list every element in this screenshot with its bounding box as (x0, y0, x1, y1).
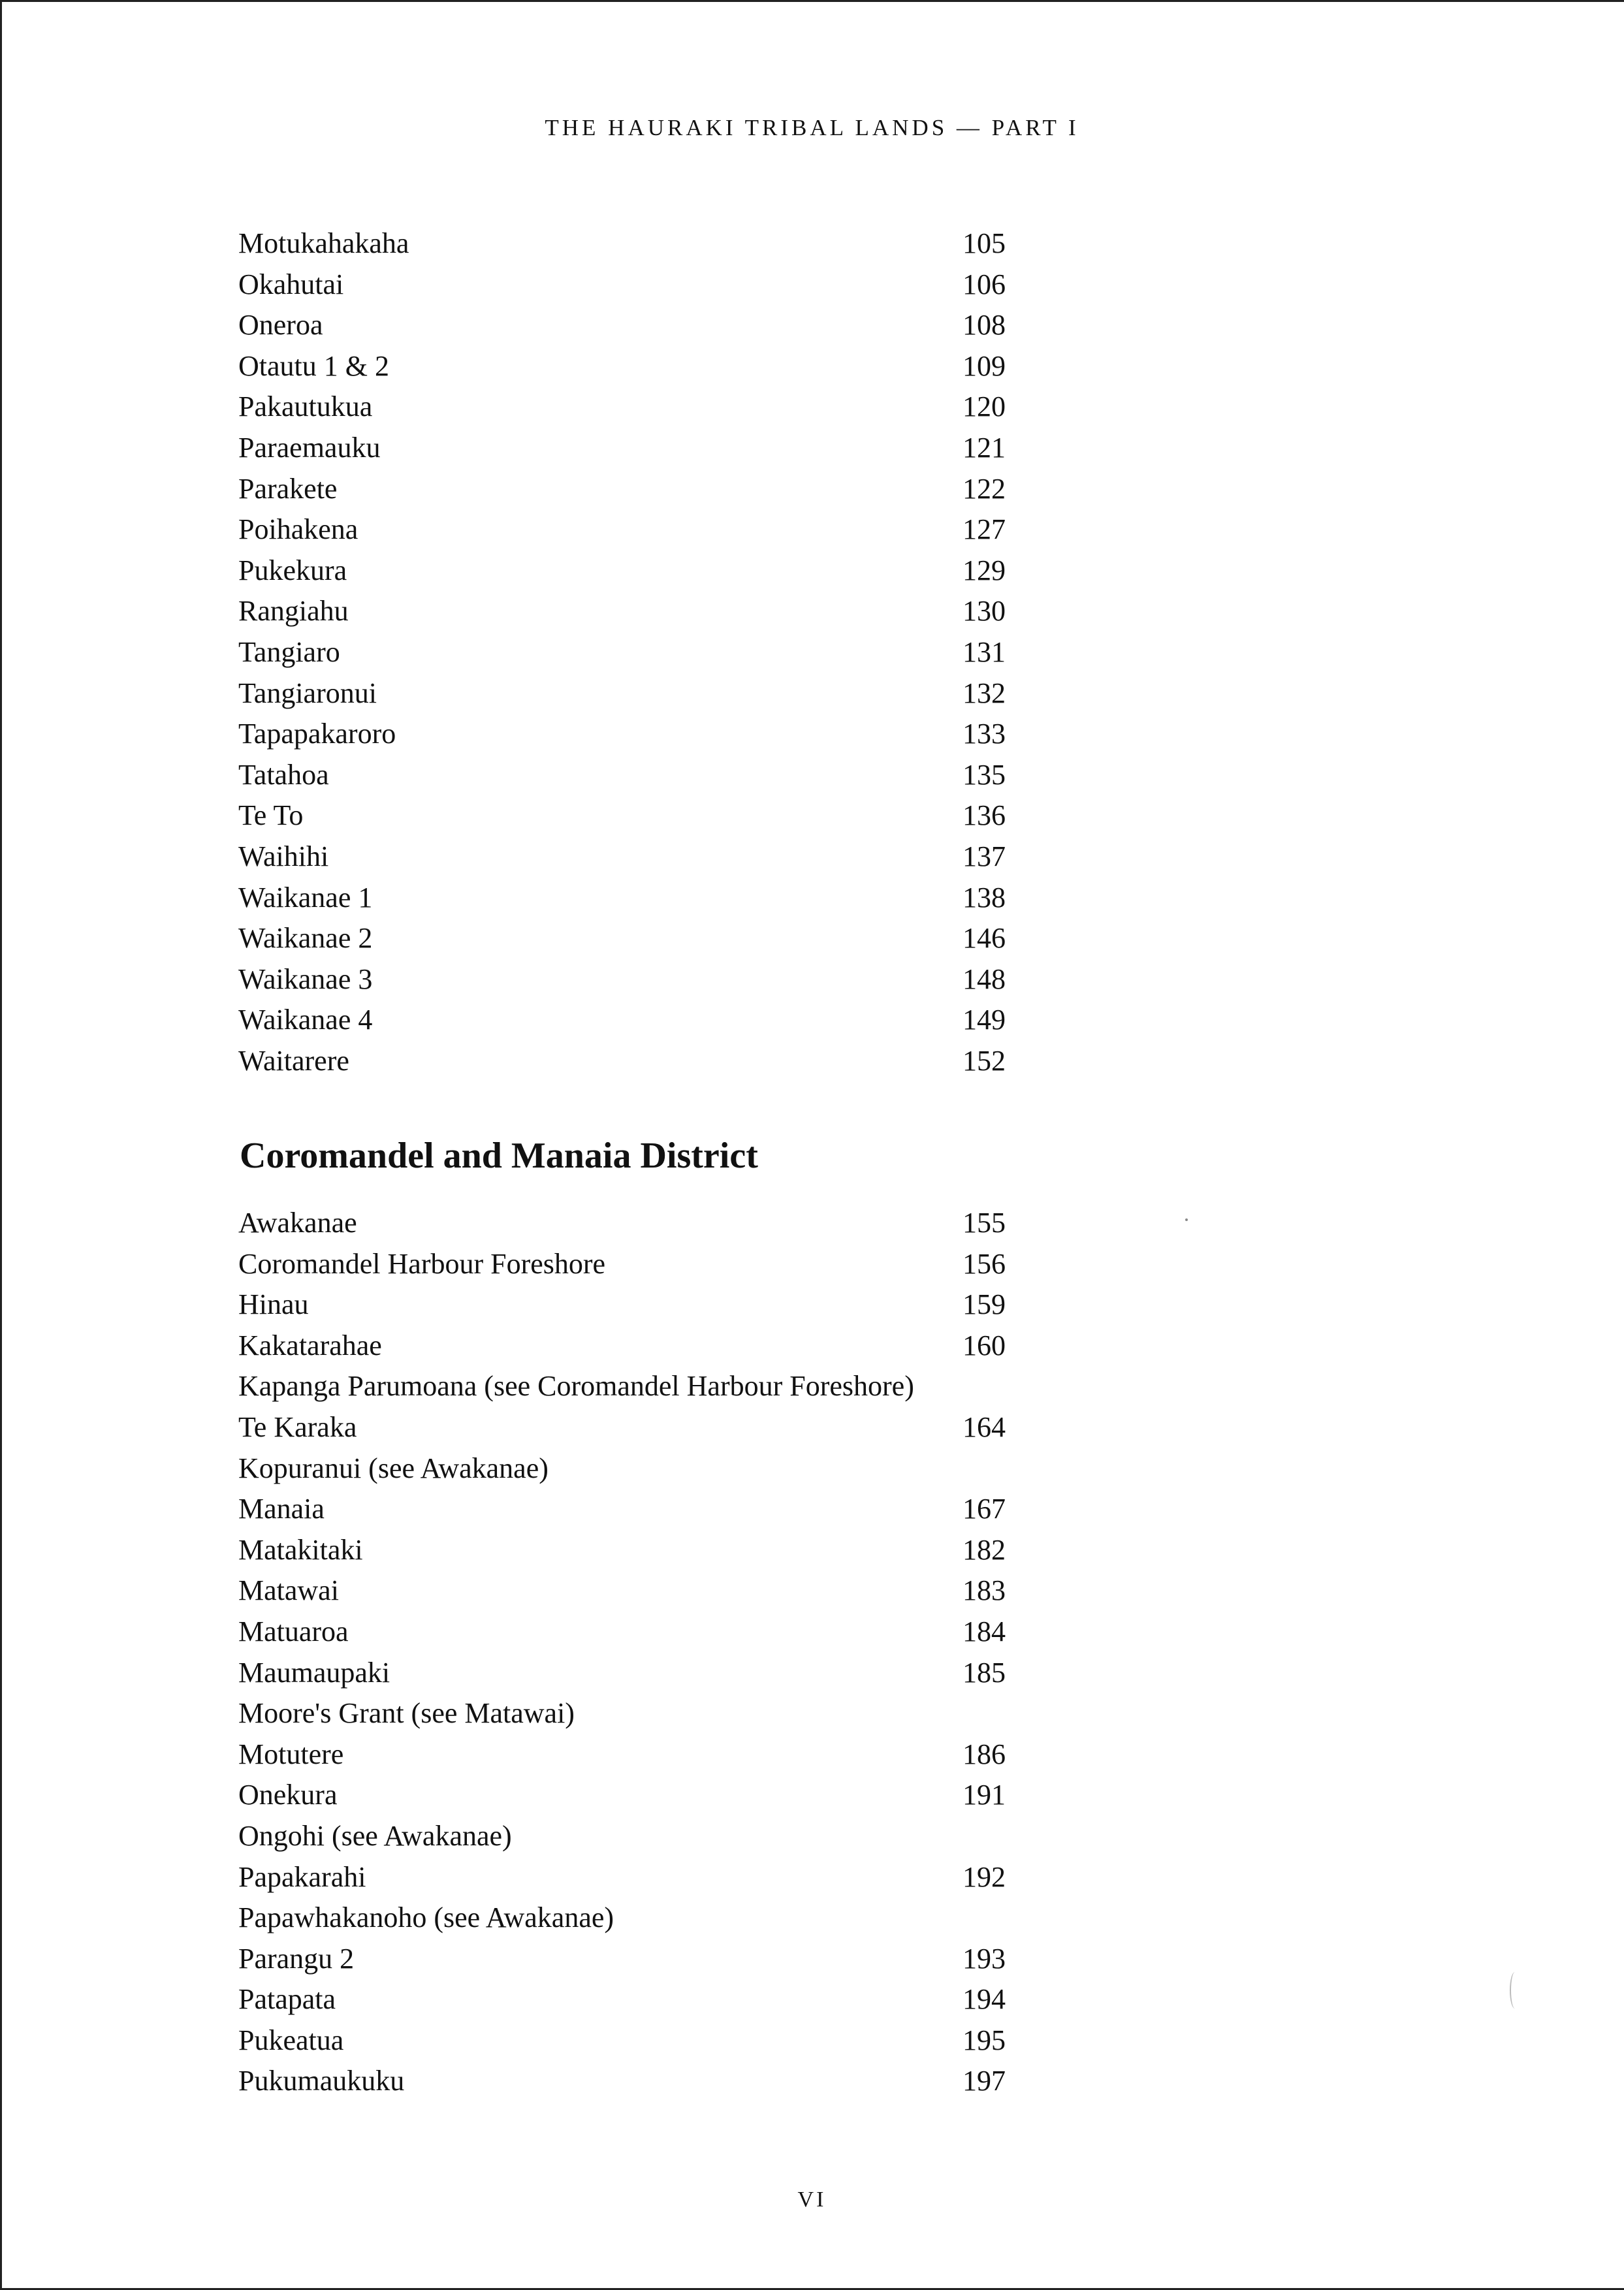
contents-entry (238, 1898, 1006, 1939)
contents-entry (238, 878, 1006, 919)
contents-entry (238, 1570, 1006, 1612)
entry-page-number: 183 (963, 1574, 1006, 1607)
entry-name: Matuaroa (238, 1615, 349, 1647)
contents-entry (238, 836, 1006, 878)
margin-mark (1510, 1972, 1520, 2009)
entry-page-number: 133 (963, 718, 1006, 750)
entry-name: Tapapakaroro (238, 718, 396, 750)
contents-entry (238, 673, 1006, 714)
entry-name: Poihakena (238, 513, 358, 546)
contents-entry (238, 1284, 1006, 1326)
contents-entry (238, 509, 1006, 550)
entry-name: Pukumaukuku (238, 2065, 405, 2097)
entry-name: Motukahakaha (238, 227, 409, 259)
entry-name: Kakatarahae (238, 1329, 382, 1361)
contents-entry (238, 1203, 1006, 1244)
entry-page-number: 152 (963, 1044, 1006, 1077)
entry-page-number: 182 (963, 1533, 1006, 1566)
entry-name: Waikanae 3 (238, 962, 373, 995)
contents-entry (238, 1244, 1006, 1285)
contents-entry (238, 795, 1006, 836)
entry-page-number: 186 (963, 1738, 1006, 1770)
section-heading: Coromandel and Manaia District (240, 1136, 758, 1176)
entry-name: Tangiaronui (238, 676, 377, 709)
entry-name: Pakautukua (238, 390, 373, 423)
contents-entry (238, 550, 1006, 592)
contents-entry (238, 264, 1006, 306)
contents-entry (238, 1041, 1006, 1082)
running-head: THE HAURAKI TRIBAL LANDS — PART I (545, 115, 1079, 140)
contents-entry (238, 1979, 1006, 2020)
entry-page-number: 159 (963, 1288, 1006, 1321)
entry-name: Waihihi (238, 840, 329, 872)
entry-name: Oneroa (238, 309, 323, 342)
entry-name: Te Karaka (238, 1410, 357, 1443)
contents-entry (238, 1939, 1006, 1980)
contents-entry (238, 1693, 1006, 1734)
entry-page-number: 193 (963, 1942, 1006, 1975)
entry-name: Manaia (238, 1493, 325, 1525)
entry-name: Awakanae (238, 1207, 357, 1239)
entry-name: Waikanae 1 (238, 881, 373, 914)
entry-name: Matakitaki (238, 1533, 363, 1566)
entry-page-number: 192 (963, 1860, 1006, 1893)
contents-entry (238, 959, 1006, 1000)
entry-page-number: 191 (963, 1779, 1006, 1811)
entry-name: Kapanga Parumoana (see Coromandel Harbour Foreshore) (238, 1370, 914, 1403)
contents-entry (238, 1612, 1006, 1653)
entry-name: Maumaupaki (238, 1656, 390, 1689)
entry-name: Paraemauku (238, 431, 381, 464)
entry-name: Tatahoa (238, 758, 329, 791)
entry-page-number: 120 (963, 390, 1006, 423)
entry-page-number: 109 (963, 349, 1006, 382)
entry-page-number: 136 (963, 799, 1006, 832)
contents-list-second (238, 1203, 1006, 2102)
entry-page-number: 160 (963, 1329, 1006, 1361)
entry-name: Papawhakanoho (see Awakanae) (238, 1901, 614, 1934)
entry-page-number: 122 (963, 472, 1006, 505)
contents-entry (238, 1775, 1006, 1816)
entry-page-number: 106 (963, 268, 1006, 300)
entry-name: Parakete (238, 472, 338, 505)
entry-page-number: 138 (963, 881, 1006, 914)
entry-page-number: 132 (963, 676, 1006, 709)
contents-entry (238, 1366, 1006, 1407)
contents-entry (238, 2020, 1006, 2061)
contents-entry (238, 1448, 1006, 1489)
contents-entry (238, 714, 1006, 755)
entry-name: Te To (238, 799, 304, 832)
entry-page-number: 149 (963, 1004, 1006, 1036)
contents-entry (238, 755, 1006, 796)
entry-page-number: 105 (963, 227, 1006, 259)
entry-name: Waikanae 2 (238, 922, 373, 955)
contents-entry (238, 1407, 1006, 1448)
entry-page-number: 184 (963, 1615, 1006, 1647)
contents-entry (238, 1653, 1006, 1694)
entry-page-number: 129 (963, 554, 1006, 586)
entry-page-number: 108 (963, 309, 1006, 342)
contents-entry (238, 2061, 1006, 2102)
entry-name: Onekura (238, 1779, 338, 1811)
entry-page-number: 185 (963, 1656, 1006, 1689)
contents-entry (238, 1489, 1006, 1530)
entry-page-number: 135 (963, 758, 1006, 791)
contents-list-first (238, 223, 1006, 1081)
contents-entry (238, 1326, 1006, 1367)
entry-page-number: 156 (963, 1247, 1006, 1280)
entry-name: Otautu 1 & 2 (238, 349, 389, 382)
entry-page-number: 155 (963, 1207, 1006, 1239)
entry-name: Patapata (238, 1983, 336, 2016)
entry-page-number: 146 (963, 922, 1006, 955)
entry-page-number: 167 (963, 1493, 1006, 1525)
entry-name: Rangiahu (238, 595, 349, 628)
entry-name: Waikanae 4 (238, 1004, 373, 1036)
contents-entry (238, 1530, 1006, 1571)
contents-entry (238, 1857, 1006, 1898)
contents-entry (238, 387, 1006, 428)
entry-name: Parangu 2 (238, 1942, 355, 1975)
entry-page-number: 137 (963, 840, 1006, 872)
entry-name: Hinau (238, 1288, 309, 1321)
entry-name: Matawai (238, 1574, 339, 1607)
entry-name: Pukekura (238, 554, 347, 586)
page-number: VI (797, 2187, 827, 2212)
contents-entry (238, 591, 1006, 632)
entry-name: Ongohi (see Awakanae) (238, 1819, 512, 1852)
entry-name: Okahutai (238, 268, 344, 300)
entry-page-number: 131 (963, 635, 1006, 668)
entry-name: Motutere (238, 1738, 344, 1770)
contents-entry (238, 305, 1006, 346)
entry-page-number: 195 (963, 2024, 1006, 2056)
entry-page-number: 194 (963, 1983, 1006, 2016)
entry-page-number: 127 (963, 513, 1006, 546)
entry-name: Tangiaro (238, 635, 340, 668)
entry-page-number: 164 (963, 1410, 1006, 1443)
entry-page-number: 197 (963, 2065, 1006, 2097)
contents-entry (238, 1734, 1006, 1775)
entry-page-number: 130 (963, 595, 1006, 628)
contents-entry (238, 346, 1006, 387)
entry-page-number: 148 (963, 962, 1006, 995)
entry-name: Kopuranui (see Awakanae) (238, 1452, 549, 1484)
contents-entry (238, 469, 1006, 510)
scan-speck (1185, 1218, 1188, 1221)
contents-entry (238, 223, 1006, 264)
contents-entry (238, 428, 1006, 469)
entry-name: Waitarere (238, 1044, 349, 1077)
contents-entry (238, 918, 1006, 959)
contents-entry (238, 1816, 1006, 1857)
contents-entry (238, 1000, 1006, 1041)
entry-name: Pukeatua (238, 2024, 344, 2056)
contents-entry (238, 632, 1006, 673)
entry-name: Moore's Grant (see Matawai) (238, 1697, 575, 1730)
entry-page-number: 121 (963, 431, 1006, 464)
entry-name: Papakarahi (238, 1860, 366, 1893)
entry-name: Coromandel Harbour Foreshore (238, 1247, 606, 1280)
